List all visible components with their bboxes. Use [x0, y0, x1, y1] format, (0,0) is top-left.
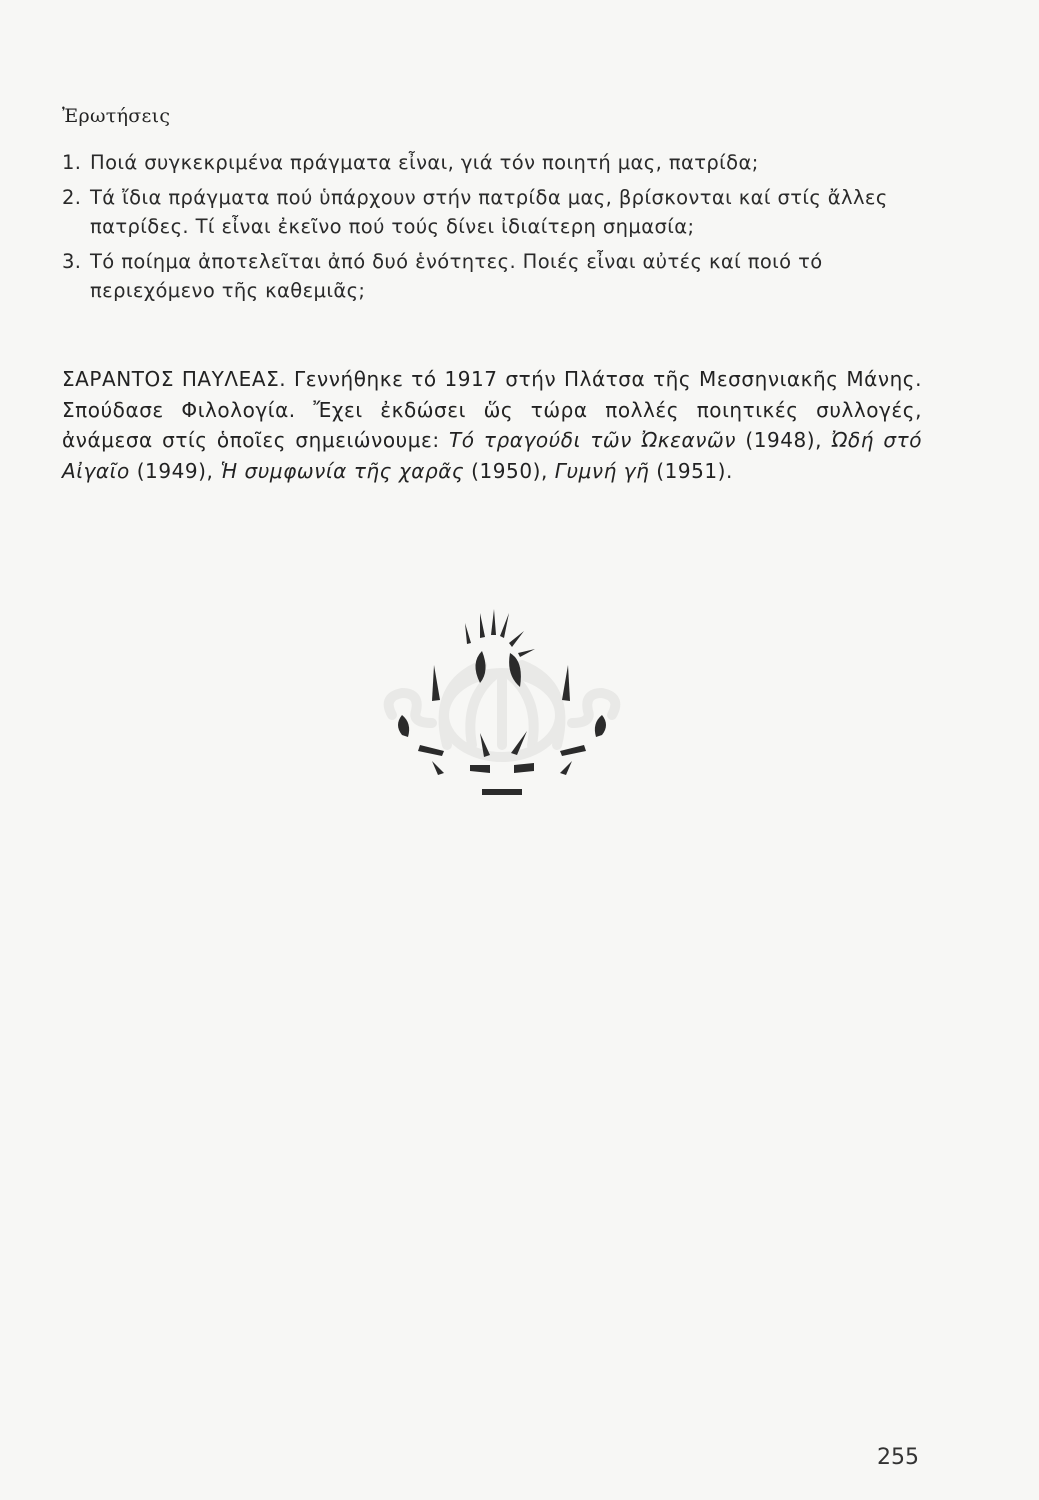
question-number: 2.: [62, 186, 82, 209]
question-number: 1.: [62, 151, 82, 174]
author-biography: [62, 364, 922, 486]
question-text: Τό ποίημα ἀποτελεῖται ἀπό δυό ἑνότητες. Ποιές εἶναι αὐτές καί ποιό τό περιεχόμενο τῆς καθεμιᾶς;: [90, 250, 823, 302]
floral-ornament-icon: [372, 605, 632, 805]
question-text: Ποιά συγκεκριμένα πράγματα εἶναι, γιά τόν ποιητή μας, πατρίδα;: [90, 151, 759, 174]
work-title: Τό τραγούδι τῶν Ὠκεανῶν: [449, 428, 736, 452]
work-year: (1948),: [735, 428, 832, 452]
bio-intro: ΣΑΡΑΝΤΟΣ ΠΑΥΛΕΑΣ. Γεννήθηκε τό 1917 στήν Πλάτσα τῆς Μεσσηνιακῆς Μάνης. Σπούδασε Φιλολογία. Ἔχει ἐκδώσει ὥς τώρα πολλές ποιητικές συλλογές, ἀνάμεσα στίς ὁποῖες σημειώνουμε:: [62, 367, 922, 452]
work-year: (1950),: [464, 458, 555, 483]
question-text: Τά ἴδια πράγματα πού ὑπάρχουν στήν πατρίδα μας, βρίσκονται καί στίς ἄλλες πατρίδες. Τί εἶναι ἐκεῖνο πού τούς δίνει ἰδιαίτερη σημασία;: [90, 186, 888, 238]
work-year: (1951).: [649, 458, 733, 483]
question-number: 3.: [62, 250, 82, 273]
work-title: Ἡ συμφωνία τῆς χαρᾶς: [220, 458, 465, 483]
question-item: [62, 183, 942, 241]
question-item: [62, 247, 942, 305]
questions-list: [62, 148, 942, 311]
work-title: Ὠδή στό Αἰγαῖο: [62, 428, 922, 483]
work-title: Γυμνή γῆ: [554, 458, 650, 483]
work-year: (1949),: [129, 458, 221, 483]
question-item: [62, 148, 942, 177]
section-heading: Ἐρωτήσεις: [62, 105, 171, 127]
page-number: 255: [877, 1445, 919, 1470]
